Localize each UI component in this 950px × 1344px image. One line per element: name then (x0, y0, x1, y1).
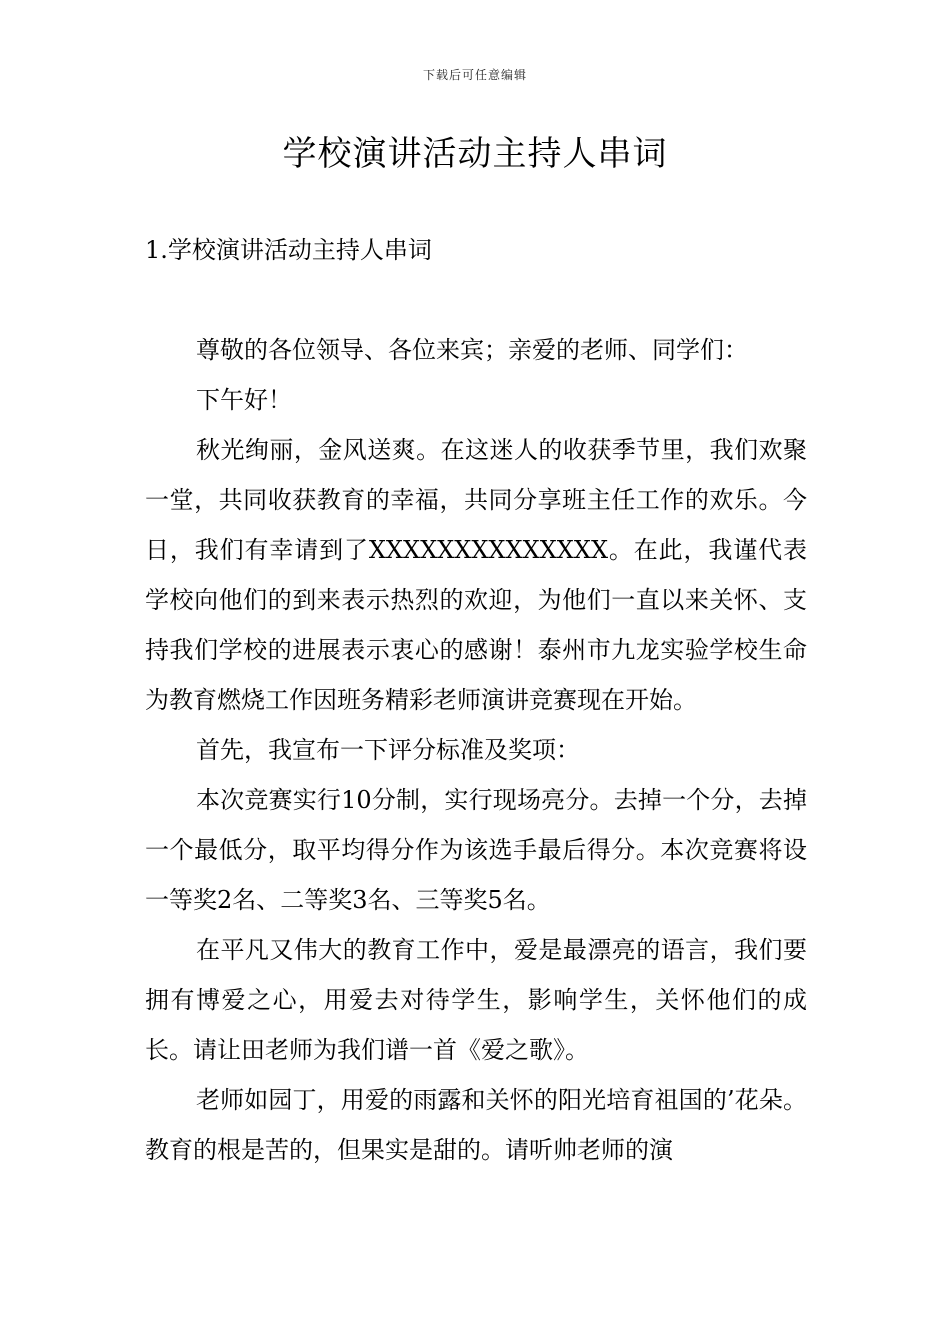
paragraph-announcement: 首先，我宣布一下评分标准及奖项： (196, 736, 580, 764)
section-heading: 1.学校演讲活动主持人串词 (145, 236, 432, 264)
paragraph-good-afternoon: 下午好！ (196, 386, 292, 414)
paragraph-greeting: 尊敬的各位领导、各位来宾；亲爱的老师、同学们： (196, 336, 748, 364)
document-title: 学校演讲活动主持人串词 (282, 134, 668, 174)
paragraph-scoring-rules: 本次竞赛实行10分制，实行现场亮分。去掉一个分，去掉一个最低分，取平均得分作为该选手最后得分。本次竞赛将设一等奖2名、二等奖3名、三等奖5名。 (145, 786, 807, 914)
document-body (145, 325, 807, 1175)
header-note: 下载后可任意编辑 (422, 68, 527, 82)
paragraph-opening: 秋光绚丽，金风送爽。在这迷人的收获季节里，我们欢聚一堂，共同收获教育的幸福，共同分享班主任工作的欢乐。今日，我们有幸请到了XXXXXXXXXXXXXX。在此，我谨代表学校向他们的到来表示热烈的欢迎，为他们一直以来关怀、支持我们学校的进展表示衷心的感谢！泰州市九龙实验学校生命为教育燃烧工作因班务精彩老师演讲竞赛现在开始。 (145, 436, 807, 714)
paragraph-gardener-speech: 老师如园丁，用爱的雨露和关怀的阳光培育祖国的’花朵。教育的根是苦的，但果实是甜的。请听帅老师的演 (145, 1086, 807, 1164)
paragraph-love-speech: 在平凡又伟大的教育工作中，爱是最漂亮的语言，我们要拥有博爱之心，用爱去对待学生，影响学生，关怀他们的成长。请让田老师为我们谱一首《爱之歌》。 (145, 936, 807, 1064)
